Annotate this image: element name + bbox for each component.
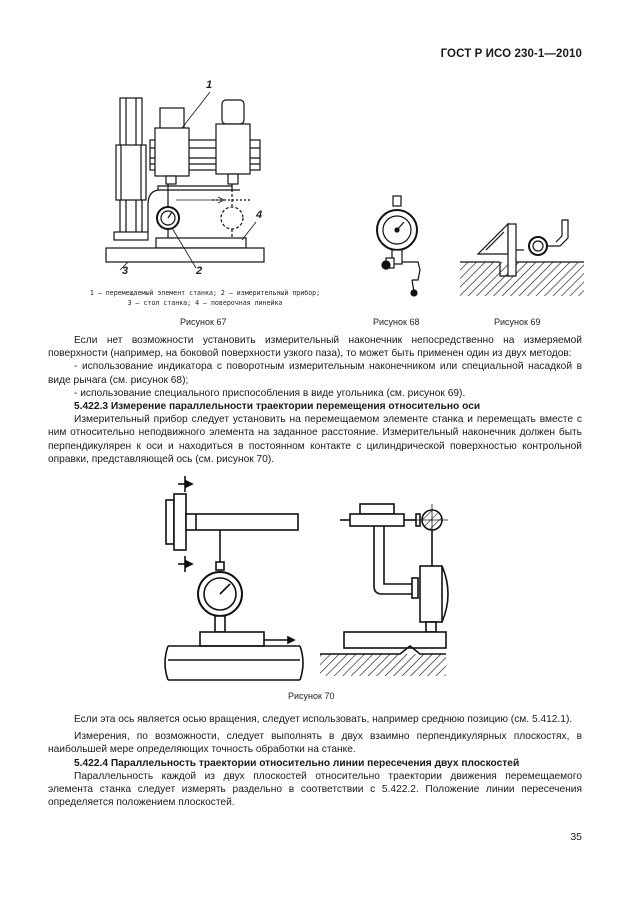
- paragraph: - использование специального приспособления в виде угольника (см. рисунок 69).: [74, 387, 466, 399]
- test-arbor: [186, 514, 298, 530]
- callout-3: 3: [122, 265, 129, 277]
- callout-4: 4: [256, 209, 263, 221]
- figure-69-caption: Рисунок 69: [494, 317, 541, 327]
- figure-70-caption: Рисунок 70: [288, 691, 335, 701]
- section-heading-5-422-3: 5.422.3 Измерение параллельности траектории перемещения относительно оси: [74, 401, 481, 413]
- section-heading-5-422-4: 5.422.4 Параллельность траектории относительно линии пересечения двух плоскостей: [74, 757, 520, 769]
- figure-68-caption: Рисунок 68: [373, 317, 420, 327]
- callout-2: 2: [196, 265, 203, 277]
- legend-line-1: 1 — перемещаемый элемент станка; 2 — измерительный прибор;: [89, 289, 321, 297]
- figure-67-caption: Рисунок 67: [180, 317, 227, 327]
- paragraph: Измерения, по возможности, следует выполнять в двух взаимно перпендикулярных плоскостях, в наибольшей мере определяющих точность обработки на станке.: [48, 731, 582, 756]
- paragraph: Параллельность каждой из двух плоскостей относительно траектории движения перемещаемого элемента станка следует измерять раздельно в соответствии с 5.422.2. Положение линии пересечения определяется положением плоскостей.: [48, 770, 582, 809]
- paragraph: Если эта ось является осью вращения, следует использовать, например среднюю позицию (см. 5.412.1).: [74, 714, 573, 725]
- paragraph: Измерительный прибор следует установить на перемещаемом элементе станка и перемещать вместе с ним относительно неподвижного элемента на заданное расстояние. Измерительный наконечник должен быть перпендикулярен к оси и находиться в постоянном контакте с цилиндрической поверхностью контрольной оправки, представляющей ось (см. рисунок 70).: [48, 414, 582, 465]
- legend-line-2: 3 — стол станка; 4 — поверочная линейка: [127, 299, 283, 307]
- page-number: 35: [570, 831, 582, 843]
- paragraph: - использование индикатора с поворотным измерительным наконечником или специальной насадкой в виде рычага (см. рисунок 68);: [48, 361, 582, 386]
- callout-1: 1: [206, 79, 213, 91]
- standard-header: ГОСТ Р ИСО 230-1—2010: [440, 48, 582, 60]
- text-block-2: [48, 713, 582, 809]
- paragraph: Если нет возможности установить измерительный наконечник непосредственно на измеряемой поверхности (например, на боковой поверхности узкого паза), то может быть применен один из двух методов:: [48, 335, 582, 360]
